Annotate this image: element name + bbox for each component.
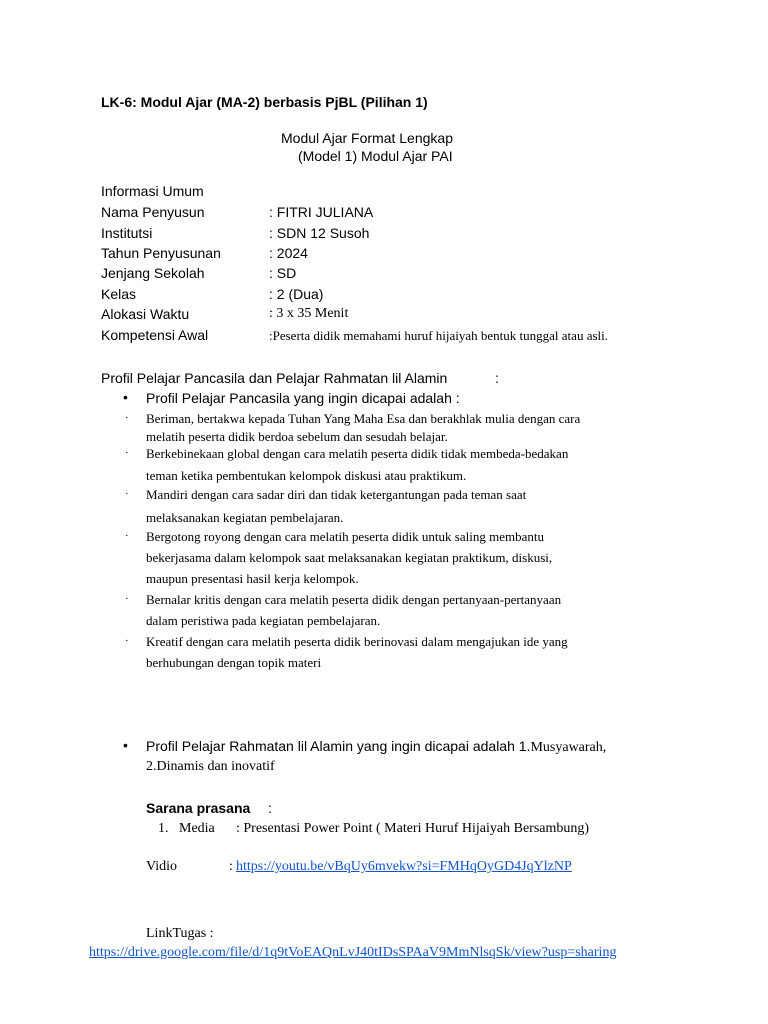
profil-item-4-line-1: Bergotong royong dengan cara melatih peserta didik untuk saling membantu: [146, 529, 544, 544]
info-value-alokasi: : 3 x 35 Menit: [269, 306, 349, 321]
profil-item-6-line-1: Kreatif dengan cara melatih peserta didik berinovasi dalam mengajukan ide yang: [146, 634, 568, 649]
profil-item-3-line-1: Mandiri dengan cara sadar diri dan tidak ketergantungan pada teman saat: [146, 487, 527, 502]
dot-icon: ·: [125, 635, 129, 647]
info-value-kelas: : 2 (Dua): [269, 286, 324, 302]
profil-item-4-line-2: bekerjasama dalam kelompok saat melaksanakan kegiatan praktikum, diskusi,: [146, 550, 553, 565]
rahmatan-musyawarah: Musyawarah,: [530, 740, 607, 755]
vidio-link[interactable]: https://youtu.be/vBqUy6mvekw?si=FMHqOyGD4JqYlzNP: [236, 859, 572, 874]
info-label-kompetensi: Kompetensi Awal: [101, 327, 209, 343]
info-value-tahun: : 2024: [269, 245, 308, 261]
rahmatan-text: Profil Pelajar Rahmatan lil Alamin yang ingin dicapai adalah 1.: [146, 738, 531, 754]
media-label: Media: [179, 821, 215, 836]
media-number: 1.: [158, 821, 169, 836]
bullet-icon: •: [123, 737, 128, 753]
tugas-link[interactable]: https://drive.google.com/file/d/1q9tVoEAQnLvJ40tIDsSPAaV9MmNlsqSk/view?usp=sharing: [89, 945, 617, 960]
pancasila-bullet-text: Profil Pelajar Pancasila yang ingin dicapai adalah :: [146, 390, 460, 406]
info-label-kelas: Kelas: [101, 286, 137, 302]
profil-item-1-line-1: Beriman, bertakwa kepada Tuhan Yang Maha Esa dan berakhlak mulia dengan cara: [146, 411, 581, 426]
vidio-colon: :: [229, 859, 233, 874]
profil-item-5-line-1: Bernalar kritis dengan cara melatih peserta didik dengan pertanyaan-pertanyaan: [146, 592, 562, 607]
info-label-jenjang: Jenjang Sekolah: [101, 265, 205, 281]
dot-icon: ·: [125, 593, 129, 605]
dot-icon: ·: [125, 530, 129, 542]
tugas-label: LinkTugas :: [146, 926, 214, 941]
dot-icon: ·: [125, 488, 129, 500]
profil-heading-colon: :: [495, 370, 499, 386]
info-value-nama: : FITRI JULIANA: [269, 204, 374, 220]
media-value: : Presentasi Power Point ( Materi Huruf Hijaiyah Bersambung): [236, 821, 590, 836]
info-label-nama: Nama Penyusun: [101, 204, 205, 220]
info-heading: Informasi Umum: [101, 183, 204, 199]
profil-item-2-line-2: teman ketika pembentukan kelompok diskusi atau praktikum.: [146, 468, 467, 483]
profil-item-6-line-2: berhubungan dengan topik materi: [146, 655, 322, 670]
dot-icon: ·: [125, 447, 129, 459]
info-label-institusi: Institutsi: [101, 225, 153, 241]
sarana-heading-colon: :: [268, 800, 272, 816]
info-value-institusi: : SDN 12 Susoh: [269, 225, 370, 241]
profil-item-1-line-2: melatih peserta didik berdoa sebelum dan sesudah belajar.: [146, 429, 448, 444]
profil-item-4-line-3: maupun presentasi hasil kerja kelompok.: [146, 571, 359, 586]
rahmatan-bullet-text: [146, 738, 606, 756]
info-label-tahun: Tahun Penyusunan: [101, 245, 221, 261]
rahmatan-line-2: 2.Dinamis dan inovatif: [146, 759, 275, 774]
dot-icon: ·: [125, 412, 129, 424]
subtitle-line-1: Modul Ajar Format Lengkap: [281, 130, 453, 146]
info-value-jenjang: : SD: [269, 265, 297, 281]
document-title: LK-6: Modul Ajar (MA-2) berbasis PjBL (Pilihan 1): [101, 94, 428, 110]
profil-item-2-line-1: Berkebinekaan global dengan cara melatih peserta didik tidak membeda-bedakan: [146, 446, 569, 461]
profil-item-3-line-2: melaksanakan kegiatan pembelajaran.: [146, 510, 344, 525]
info-value-kompetensi: :Peserta didik memahami huruf hijaiyah bentuk tunggal atau asli.: [269, 328, 608, 343]
subtitle-line-2: (Model 1) Modul Ajar PAI: [298, 148, 453, 164]
bullet-icon: •: [123, 389, 128, 405]
info-label-alokasi: Alokasi Waktu: [101, 306, 190, 322]
profil-item-5-line-2: dalam peristiwa pada kegiatan pembelajaran.: [146, 613, 381, 628]
vidio-label: Vidio: [146, 859, 178, 874]
profil-heading: Profil Pelajar Pancasila dan Pelajar Rahmatan lil Alamin: [101, 370, 448, 386]
sarana-heading: Sarana prasana: [146, 800, 251, 816]
